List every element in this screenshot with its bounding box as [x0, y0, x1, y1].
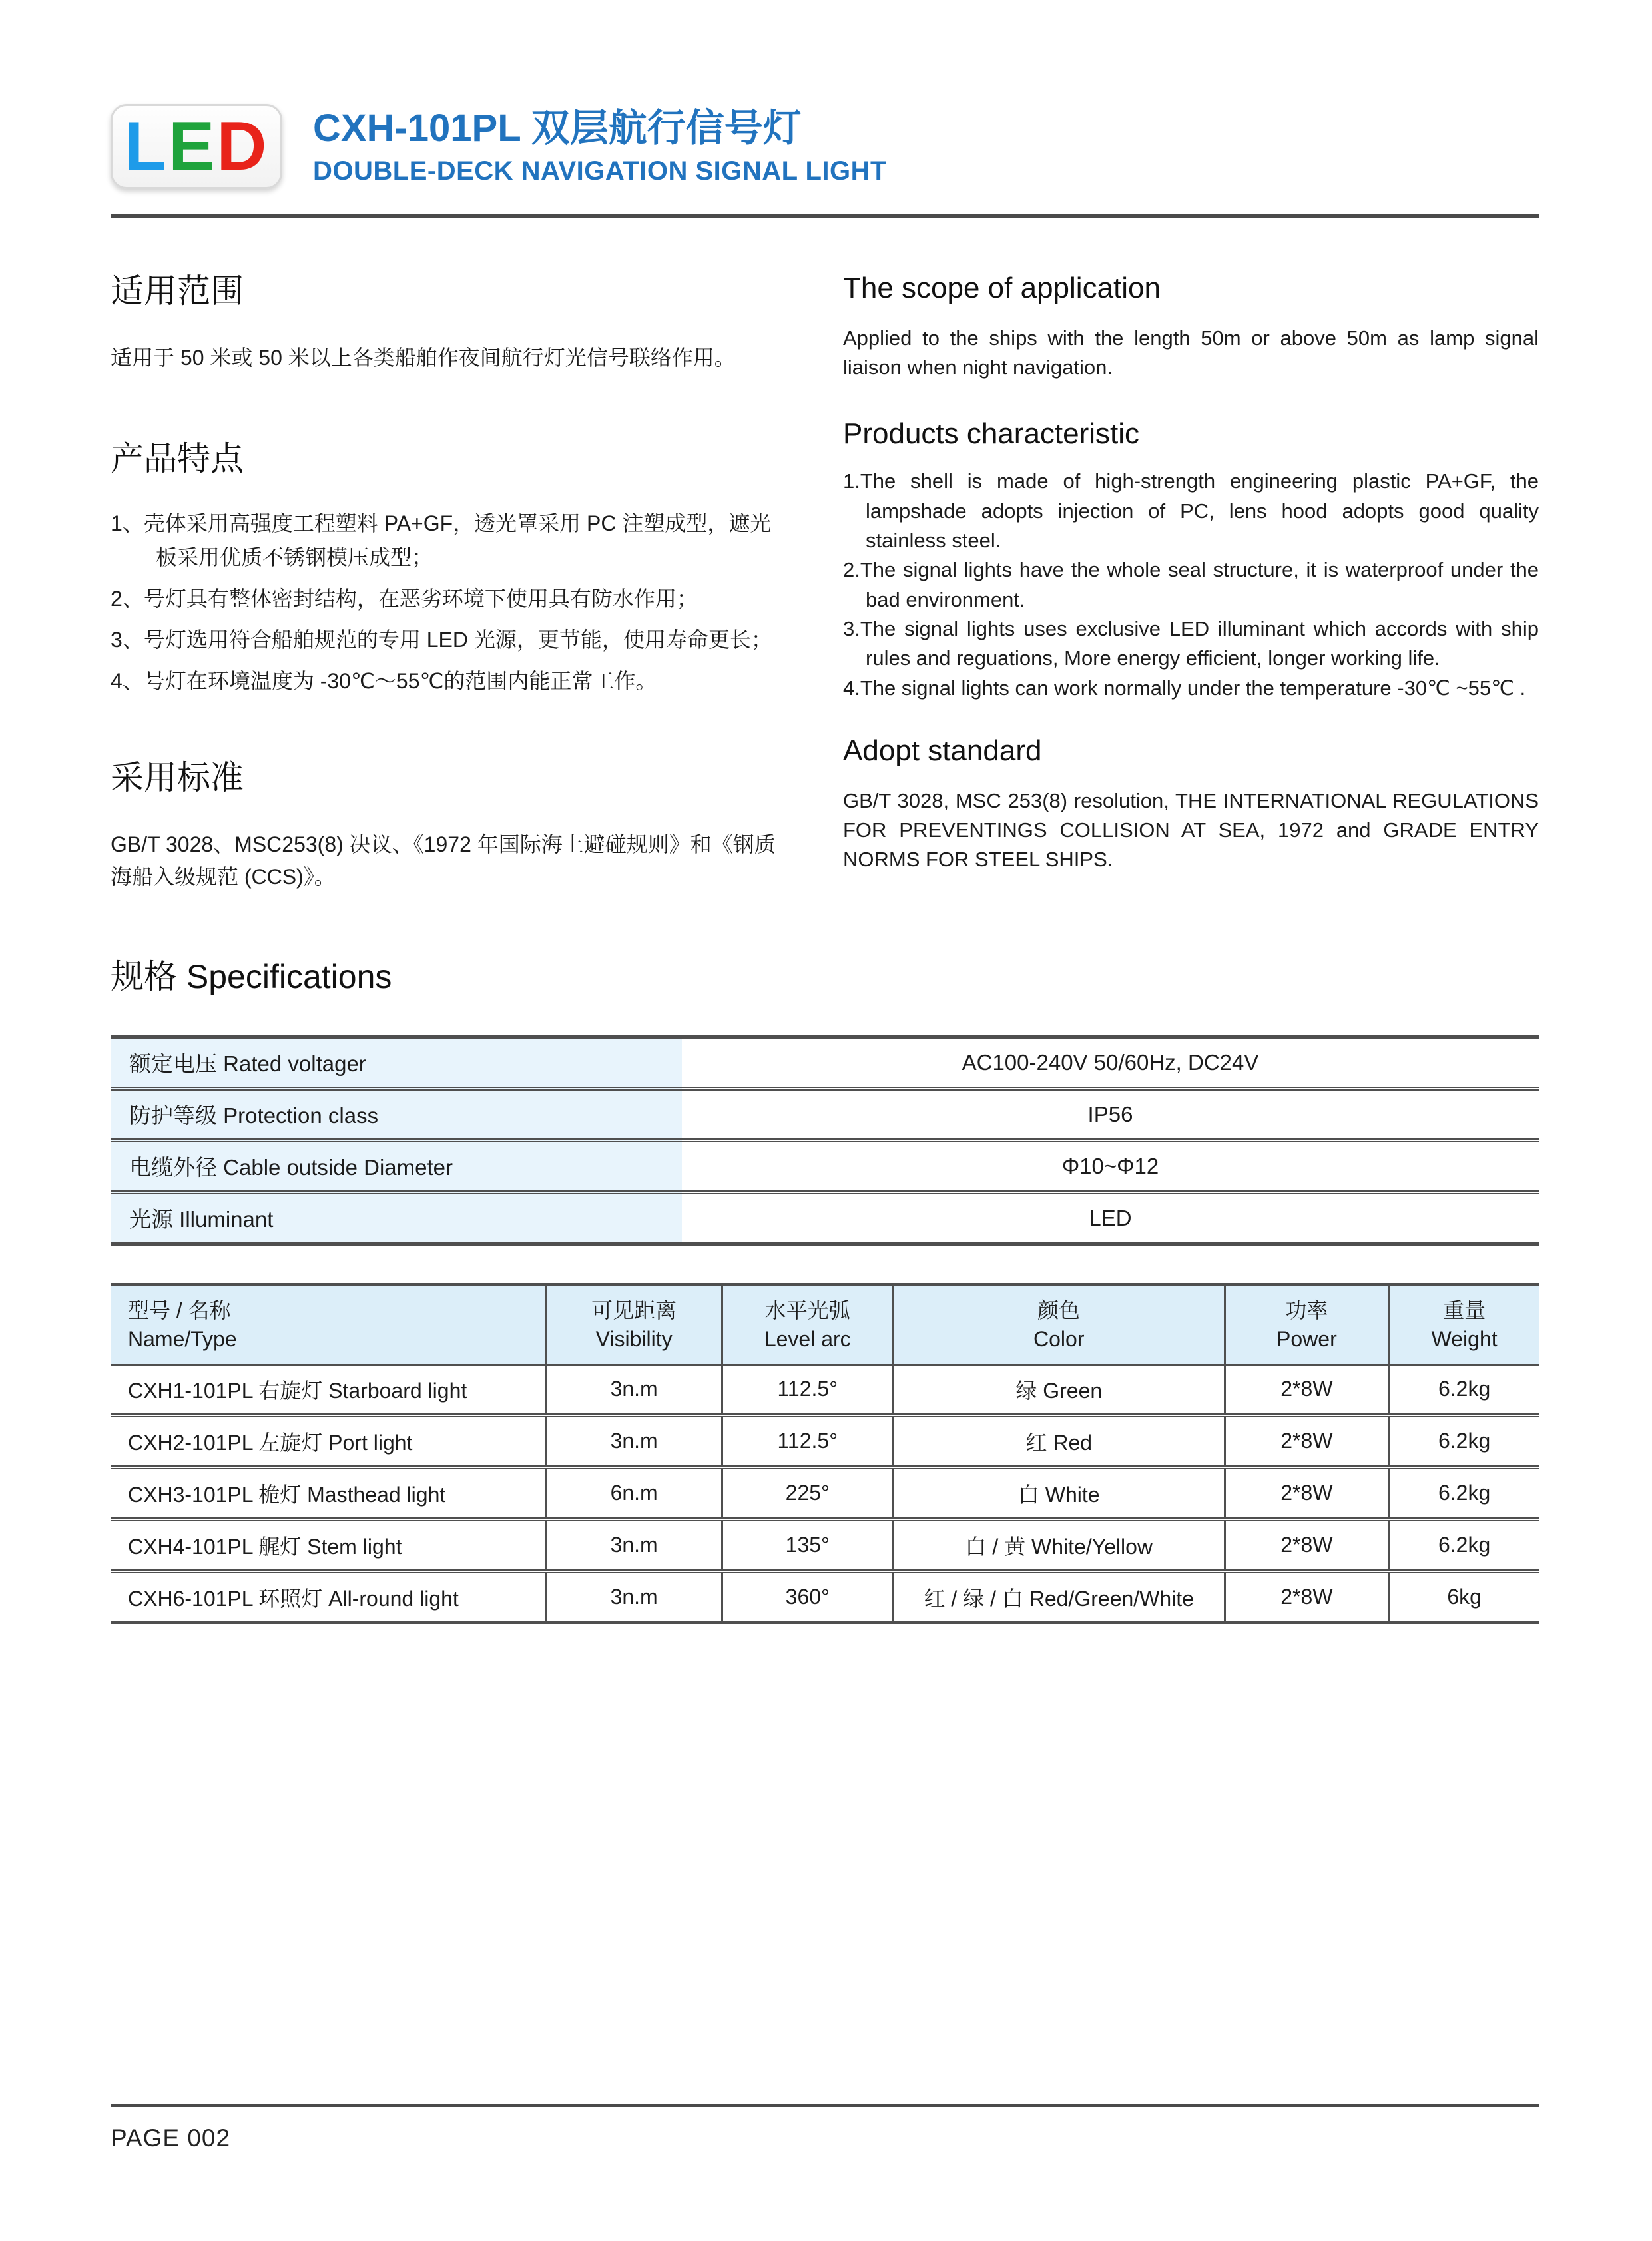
table-row — [111, 1364, 1539, 1415]
model-weight: 6kg — [1389, 1571, 1539, 1623]
feature-item-cn — [111, 582, 790, 617]
led-logo — [111, 104, 282, 189]
model-power: 2*8W — [1225, 1467, 1389, 1519]
feature-num: 1、 — [111, 511, 144, 535]
features-list-en — [843, 467, 1539, 703]
led-logo-letter-d: D — [216, 108, 269, 185]
product-title-en: DOUBLE-DECK NAVIGATION SIGNAL LIGHT — [313, 156, 887, 186]
col-header-cn: 水平光弧 — [764, 1298, 850, 1322]
table-row — [111, 1089, 1539, 1140]
table-row — [111, 1037, 1539, 1089]
spec-value: IP56 — [682, 1089, 1539, 1140]
model-visibility: 3n.m — [546, 1364, 722, 1415]
feature-num: 4、 — [111, 668, 144, 693]
feature-item-cn — [111, 664, 790, 699]
col-header-level-arc — [722, 1284, 893, 1364]
model-arc: 135° — [722, 1519, 893, 1571]
spec-value: Φ10~Φ12 — [682, 1140, 1539, 1192]
col-header-weight — [1389, 1284, 1539, 1364]
model-arc: 360° — [722, 1571, 893, 1623]
feature-item-en — [843, 615, 1539, 674]
features-heading-en: Products characteristic — [843, 417, 1140, 451]
col-header-en: Power — [1276, 1326, 1337, 1351]
spec-label: 防护等级 Protection class — [111, 1089, 682, 1140]
model-visibility: 6n.m — [546, 1467, 722, 1519]
spec-value: LED — [682, 1192, 1539, 1244]
feature-num: 3、 — [111, 628, 144, 652]
table-row — [111, 1519, 1539, 1571]
model-power: 2*8W — [1225, 1364, 1389, 1415]
feature-num: 3. — [843, 617, 860, 640]
header-divider — [111, 214, 1539, 218]
feature-item-en — [843, 467, 1539, 555]
page-footer — [111, 2104, 1539, 2152]
model-visibility: 3n.m — [546, 1571, 722, 1623]
product-title-cn: CXH-101PL 双层航行信号灯 — [313, 107, 802, 150]
col-header-en: Visibility — [595, 1326, 673, 1351]
feature-text: The signal lights have the whole seal structure, it is waterproof under the bad environment. — [860, 558, 1539, 611]
table-row — [111, 1415, 1539, 1467]
col-header-cn: 可见距离 — [591, 1298, 677, 1322]
model-weight: 6.2kg — [1389, 1467, 1539, 1519]
feature-text: 号灯具有整体密封结构，在恶劣环境下使用具有防水作用； — [143, 587, 698, 611]
col-header-power — [1225, 1284, 1389, 1364]
specifications-heading: 规格 Specifications — [111, 957, 392, 995]
col-header-en: Level arc — [764, 1326, 851, 1351]
two-column-body — [111, 271, 1539, 894]
led-logo-letter-e: E — [168, 108, 217, 185]
col-header-visibility — [546, 1284, 722, 1364]
general-specs-table — [111, 1035, 1539, 1246]
model-arc: 225° — [722, 1467, 893, 1519]
feature-num: 4. — [843, 676, 860, 700]
feature-item-en — [843, 674, 1539, 703]
col-header-color — [893, 1284, 1225, 1364]
feature-item-cn — [111, 623, 790, 658]
model-arc: 112.5° — [722, 1415, 893, 1467]
model-weight: 6.2kg — [1389, 1519, 1539, 1571]
feature-num: 2. — [843, 558, 860, 582]
model-color: 白 White — [893, 1467, 1225, 1519]
model-visibility: 3n.m — [546, 1519, 722, 1571]
model-color: 绿 Green — [893, 1364, 1225, 1415]
document-header — [111, 104, 1539, 189]
table-row — [111, 1571, 1539, 1623]
model-name: CXH6-101PL 环照灯 All-round light — [111, 1571, 546, 1623]
col-header-name — [111, 1284, 546, 1364]
model-weight: 6.2kg — [1389, 1415, 1539, 1467]
feature-text: The signal lights can work normally under the temperature -30℃ ~55℃ . — [860, 676, 1526, 700]
model-visibility: 3n.m — [546, 1415, 722, 1467]
model-color: 红 Red — [893, 1415, 1225, 1467]
feature-item-en — [843, 555, 1539, 615]
table-header-row — [111, 1284, 1539, 1364]
col-header-en: Weight — [1431, 1326, 1498, 1351]
models-table — [111, 1283, 1539, 1624]
standard-heading-en: Adopt standard — [843, 734, 1042, 767]
header-titles — [313, 107, 887, 186]
model-name: CXH4-101PL 艉灯 Stem light — [111, 1519, 546, 1571]
spec-label: 额定电压 Rated voltager — [111, 1037, 682, 1089]
model-arc: 112.5° — [722, 1364, 893, 1415]
spec-label: 电缆外径 Cable outside Diameter — [111, 1140, 682, 1192]
feature-num: 1. — [843, 469, 860, 493]
scope-body-en: Applied to the ships with the length 50m or above 50m as lamp signal liaison when night navigation. — [843, 326, 1539, 379]
feature-item-cn — [111, 507, 790, 576]
spec-value: AC100-240V 50/60Hz, DC24V — [962, 1049, 1259, 1075]
model-color: 红 / 绿 / 白 Red/Green/White — [893, 1571, 1225, 1623]
feature-text: 壳体采用高强度工程塑料 PA+GF，透光罩采用 PC 注塑成型，遮光板采用优质不锈钢模压成型； — [143, 511, 772, 570]
features-heading-cn: 产品特点 — [111, 439, 244, 477]
feature-text: 号灯选用符合船舶规范的专用 LED 光源，更节能，使用寿命更长； — [143, 628, 772, 652]
english-column — [843, 271, 1539, 894]
model-color: 白 / 黄 White/Yellow — [893, 1519, 1225, 1571]
chinese-column — [111, 271, 790, 894]
features-list-cn — [111, 507, 790, 699]
model-power: 2*8W — [1225, 1415, 1389, 1467]
scope-body-cn: 适用于 50 米或 50 米以上各类船舶作夜间航行灯光信号联络作用。 — [111, 346, 736, 370]
feature-text: The signal lights uses exclusive LED illuminant which accords with ship rules and reguations, More energy efficient, longer working life. — [860, 617, 1539, 670]
col-header-cn: 颜色 — [1037, 1298, 1081, 1322]
feature-text: The shell is made of high-strength engineering plastic PA+GF, the lampshade adopts injection of PC, lens hood adopts good quality stainless steel. — [860, 469, 1539, 552]
standard-heading-cn: 采用标准 — [111, 758, 244, 796]
model-weight: 6.2kg — [1389, 1364, 1539, 1415]
scope-heading-cn: 适用范围 — [111, 272, 244, 310]
model-name: CXH3-101PL 桅灯 Masthead light — [111, 1467, 546, 1519]
led-logo-letter-l: L — [124, 108, 169, 185]
feature-num: 2、 — [111, 587, 144, 611]
standard-body-cn: GB/T 3028、MSC253(8) 决议、《1972 年国际海上避碰规则》和《钢质海船入级规范 (CCS)》。 — [111, 832, 776, 889]
page-content — [111, 0, 1539, 1624]
model-name: CXH2-101PL 左旋灯 Port light — [111, 1415, 546, 1467]
col-header-cn: 型号 / 名称 — [128, 1298, 231, 1322]
spec-label: 光源 Illuminant — [111, 1192, 682, 1244]
table-row — [111, 1467, 1539, 1519]
model-power: 2*8W — [1225, 1519, 1389, 1571]
table-row — [111, 1140, 1539, 1192]
feature-text: 号灯在环境温度为 -30℃～55℃的范围内能正常工作。 — [143, 668, 657, 693]
page-number: PAGE 002 — [111, 2124, 231, 2152]
table-row — [111, 1192, 1539, 1244]
col-header-cn: 功率 — [1285, 1298, 1328, 1322]
scope-heading-en: The scope of application — [843, 272, 1161, 304]
standard-body-en: GB/T 3028, MSC 253(8) resolution, THE INTERNATIONAL REGULATIONS FOR PREVENTINGS COLLISION AT SEA, 1972 and GRADE ENTRY NORMS FOR STEEL SHIPS. — [843, 788, 1539, 872]
model-name: CXH1-101PL 右旋灯 Starboard light — [128, 1378, 467, 1403]
col-header-cn: 重量 — [1443, 1298, 1486, 1322]
col-header-en: Name/Type — [128, 1326, 237, 1351]
model-power: 2*8W — [1225, 1571, 1389, 1623]
col-header-en: Color — [1033, 1326, 1085, 1351]
